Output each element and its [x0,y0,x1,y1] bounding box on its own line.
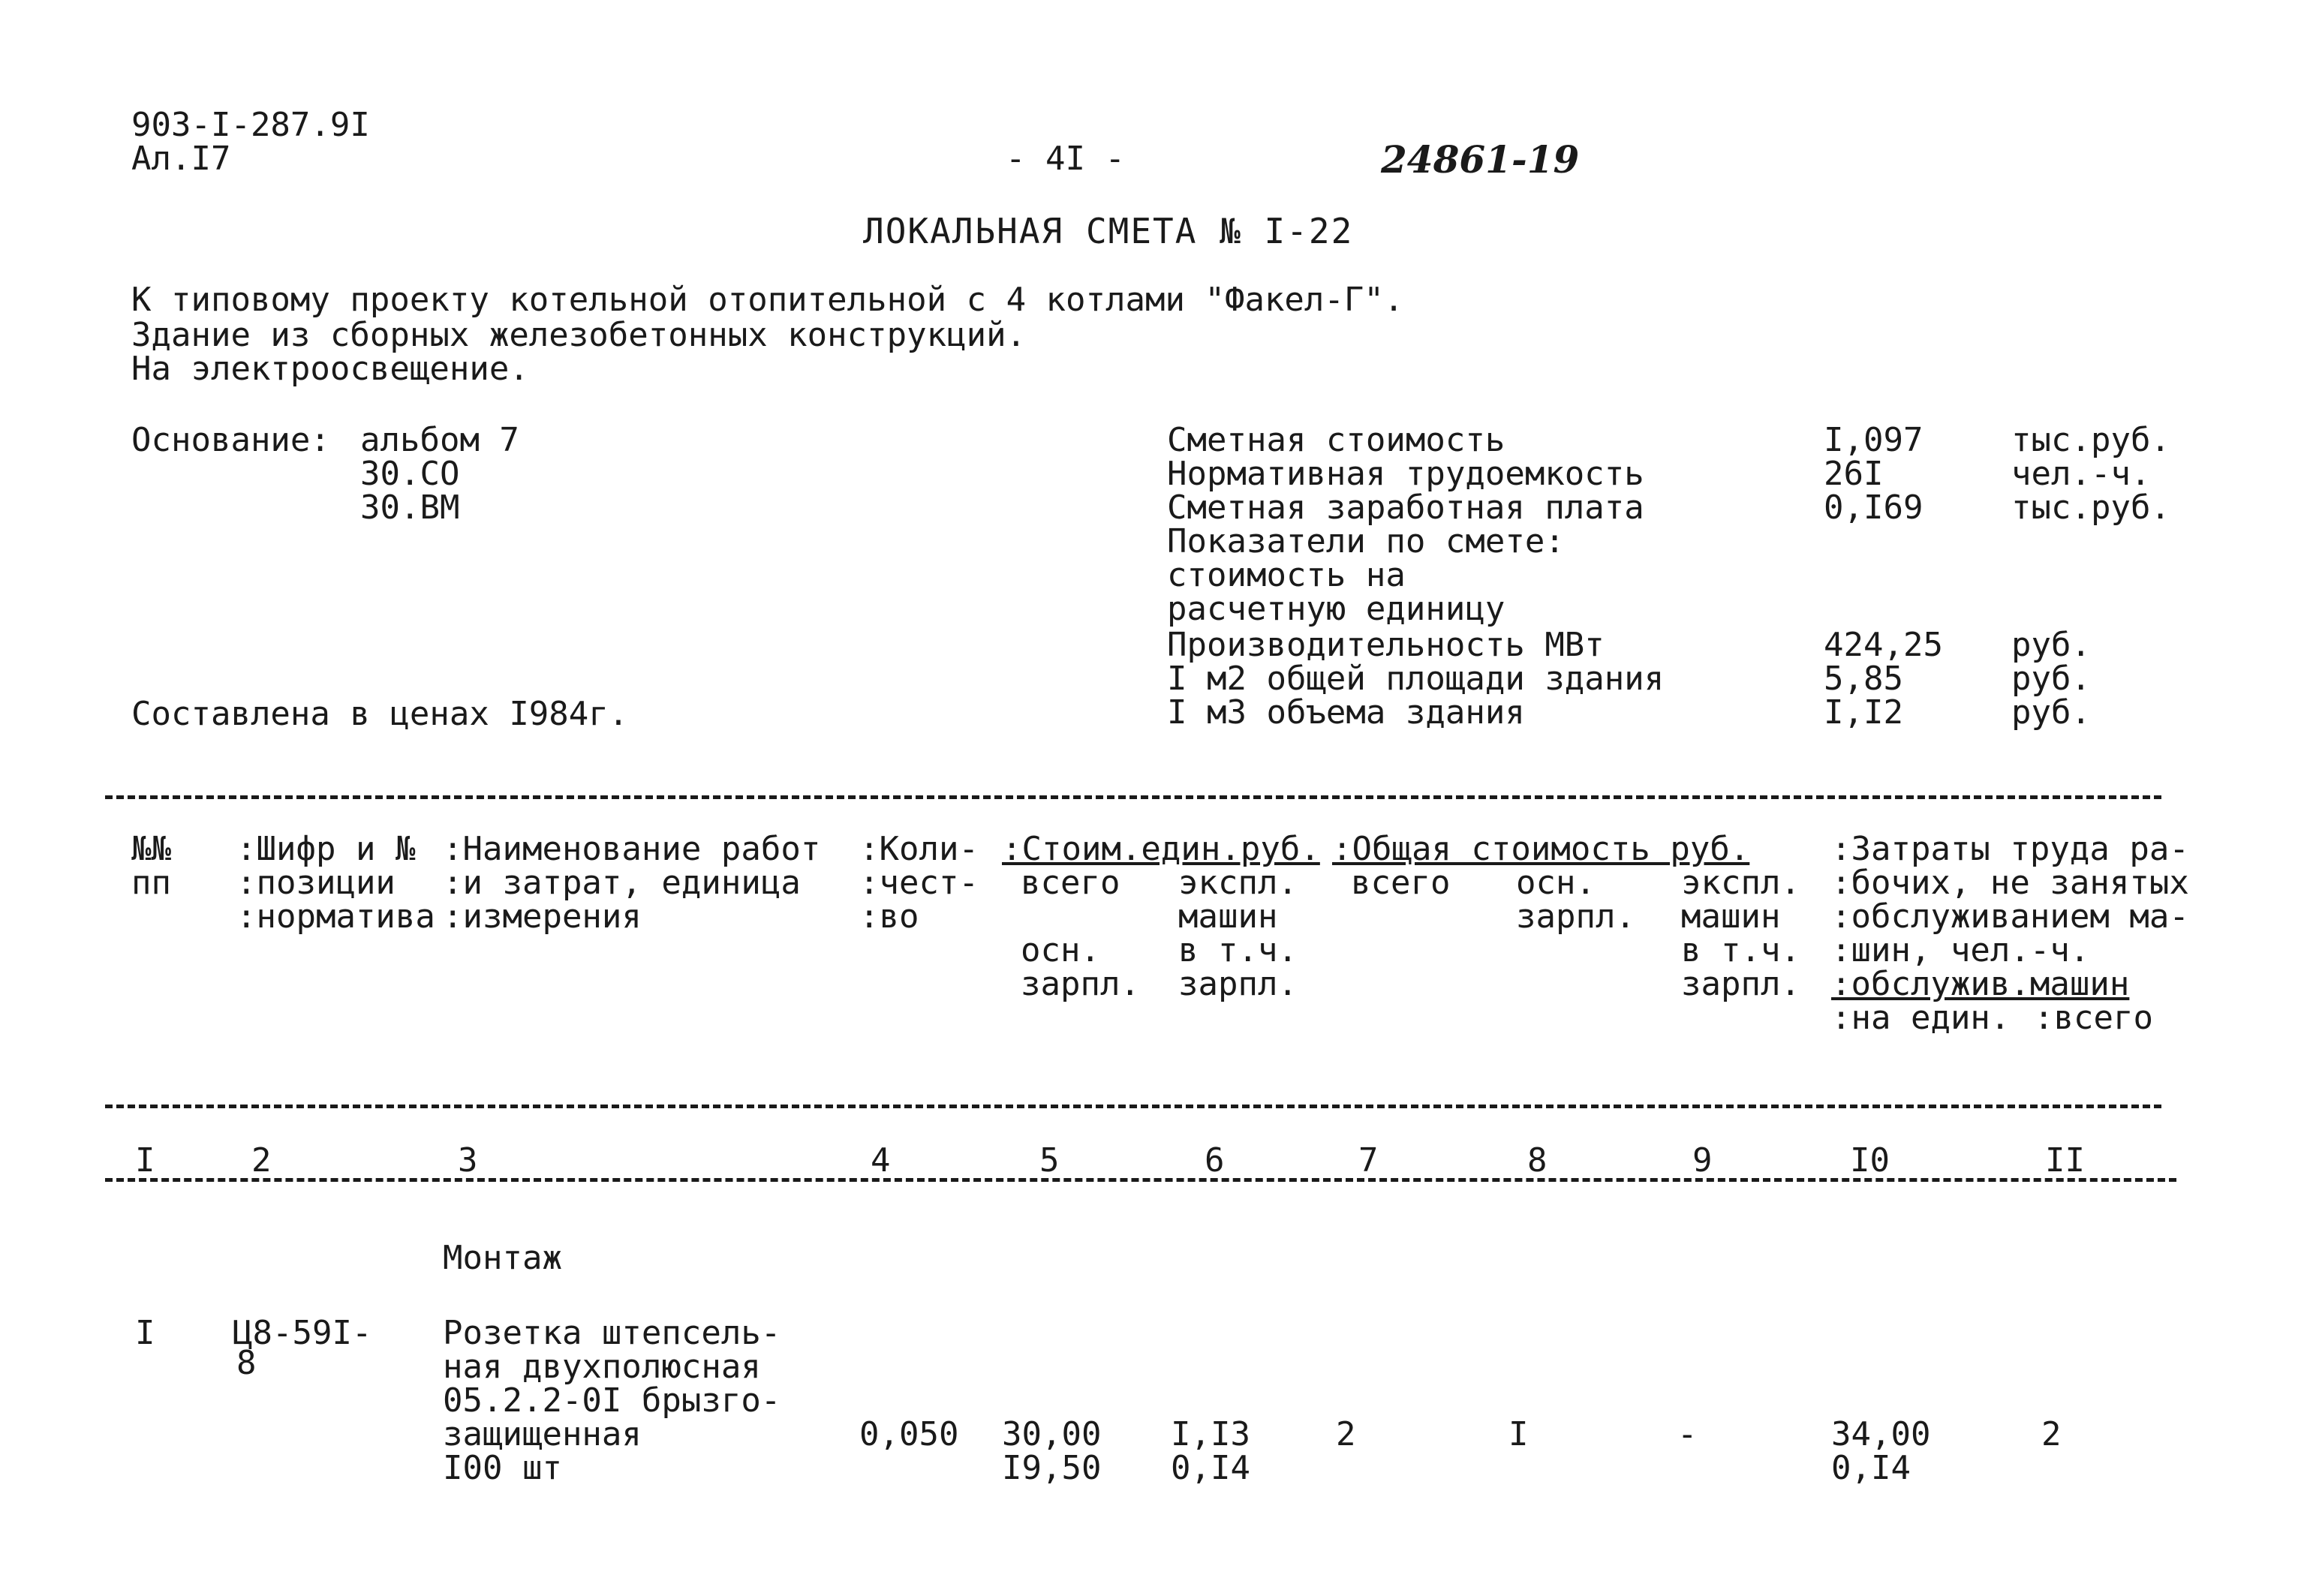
hdr-c1-l1: №№ [131,830,171,868]
hdr-c10-l1: :Затраты труда ра- [1831,830,2189,868]
hdr-c9-l3: в т.ч. [1681,931,1800,969]
col-num-2: 2 [251,1141,272,1180]
hdr-c3-l2: :и затрат, единица [443,864,801,902]
hdr-c7-l1: всего [1351,864,1451,902]
col-num-10: I0 [1850,1141,1890,1180]
table-top-rule [105,795,2161,799]
hdr-c3-l1: :Наименование работ [443,830,821,868]
row-1-labor-mach: 0,I4 [1831,1449,1911,1487]
hdr-c10-l3: :обслуживанием ма- [1831,897,2189,936]
row-1-name-l4: защищенная [443,1415,642,1453]
basis-label: Основание: [131,421,330,459]
col-num-7: 7 [1358,1141,1379,1180]
prices-note: Составлена в ценах I984г. [131,695,629,733]
row-1-unit-wage: I9,50 [1002,1449,1102,1487]
hdr-c1-l2: пп [131,864,171,902]
section-title: Монтаж [443,1239,562,1277]
row-1-labor-total: 2 [2041,1415,2062,1453]
summary-value-2: 26I [1824,455,1884,493]
row-1-total: 2 [1336,1415,1356,1453]
album-number: Ал.I7 [131,140,231,178]
summary-label-2: Нормативная трудоемкость [1167,455,1644,493]
hdr-c2-l3: :норматива [236,897,435,936]
summary-unit-2: чел.-ч. [2011,455,2151,493]
hdr-c4-l2: :чест- [859,864,979,902]
summary-value-4: 424,25 [1824,626,1943,664]
row-1-unit-total: 30,00 [1002,1415,1102,1453]
col-num-5: 5 [1039,1141,1060,1180]
row-1-unit-mach: I,I3 [1171,1415,1250,1453]
hdr-c11-l1: :всего [2034,999,2153,1037]
row-1-name-l5: I00 шт [443,1449,562,1487]
hdr-c6-l1: экспл. [1178,864,1298,902]
col-num-9: 9 [1692,1141,1713,1180]
summary-value-1: I,097 [1824,421,1924,459]
hdr-group-unit-cost: :Стоим.един.руб. [1002,830,1320,868]
row-1-total-wage: I [1508,1415,1529,1453]
hdr-c2-l1: :Шифр и № [236,830,416,868]
indicators-line-1: Показатели по смете: [1167,522,1565,561]
row-1-code-l2: 8 [236,1344,257,1382]
hdr-c2-l2: :позиции [236,864,396,902]
col-num-11: II [2045,1141,2085,1180]
hdr-c6-l2: машин [1178,897,1278,936]
hdr-c5-l2: осн. [1021,931,1100,969]
row-1-labor-unit: 34,00 [1831,1415,1931,1453]
hdr-c9-l4: зарпл. [1681,965,1800,1003]
summary-label-5: I м2 общей площади здания [1167,660,1665,698]
hdr-group-total-cost: :Общая стоимость руб. [1332,830,1750,868]
summary-unit-5: руб. [2011,660,2091,698]
summary-label-6: I м3 объема здания [1167,693,1525,732]
row-1-name-l2: ная двухполюсная [443,1348,761,1386]
hdr-c8-l1: осн. [1516,864,1596,902]
row-1-total-mach: - [1677,1415,1698,1453]
page-number: - 4I - [1006,140,1125,178]
project-line-1: К типовому проекту котельной отопительной с 4 котлами "Факел-Г". [131,281,1404,319]
summary-unit-1: тыс.руб. [2011,421,2170,459]
basis-item-2: 30.CO [360,455,460,493]
summary-unit-6: руб. [2011,693,2091,732]
handwritten-number: 24861-19 [1381,137,1580,182]
hdr-c8-l2: зарпл. [1516,897,1635,936]
col-num-6: 6 [1205,1141,1225,1180]
row-1-unit-mach-wage: 0,I4 [1171,1449,1250,1487]
row-1-qty: 0,050 [859,1415,959,1453]
hdr-c3-l3: :измерения [443,897,642,936]
summary-value-5: 5,85 [1824,660,1903,698]
indicators-line-3: расчетную единицу [1167,590,1505,628]
col-num-8: 8 [1527,1141,1548,1180]
hdr-c6-l3: в т.ч. [1178,931,1298,969]
table-header-bottom-rule [105,1105,2161,1108]
indicators-line-2: стоимость на [1167,556,1406,594]
summary-label-4: Производительность МВт [1167,626,1605,664]
summary-value-3: 0,I69 [1824,488,1924,527]
hdr-c4-l1: :Коли- [859,830,979,868]
col-num-3: 3 [458,1141,478,1180]
hdr-c9-l2: машин [1681,897,1781,936]
project-line-3: На электроосвещение. [131,350,529,388]
hdr-c5-l3: зарпл. [1021,965,1140,1003]
summary-unit-4: руб. [2011,626,2091,664]
row-1-num: I [135,1314,155,1352]
row-1-code-l1: Ц8-59I- [233,1314,372,1352]
hdr-c4-l3: :во [859,897,919,936]
col-num-4: 4 [871,1141,891,1180]
col-num-1: I [135,1141,155,1180]
basis-item-3: 30.BM [360,488,460,527]
doc-code: 903-I-287.9I [131,106,370,144]
summary-value-6: I,I2 [1824,693,1903,732]
hdr-c9-l1: экспл. [1681,864,1800,902]
summary-label-3: Сметная заработная плата [1167,488,1644,527]
hdr-c6-l4: зарпл. [1178,965,1298,1003]
basis-item-1: альбом 7 [360,421,519,459]
page-title: ЛОКАЛЬНАЯ СМЕТА № I-22 [863,211,1354,251]
hdr-c10-l2: :бочих, не занятых [1831,864,2189,902]
summary-label-1: Сметная стоимость [1167,421,1505,459]
hdr-c10-l4: :шин, чел.-ч. [1831,931,2090,969]
hdr-c10-l6: :на един. [1831,999,2011,1037]
row-1-name-l1: Розетка штепсель- [443,1314,781,1352]
project-line-2: Здание из сборных железобетонных конструкций. [131,316,1027,354]
row-1-name-l3: 05.2.2-0I брызго- [443,1381,781,1420]
hdr-c5-l1: всего [1021,864,1120,902]
summary-unit-3: тыс.руб. [2011,488,2170,527]
hdr-c10-l5: :обслужив.машин [1831,965,2130,1003]
